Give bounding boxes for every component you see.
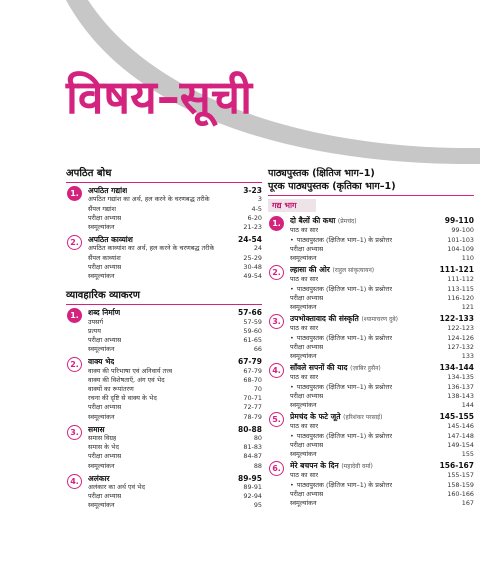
subtopic-pages: 88 <box>253 461 262 470</box>
textbook-heading: पाठ्यपुस्तक (क्षितिज भाग–1) <box>268 168 375 179</box>
subtopic: अपठित गद्यांश का अर्थ, हल करने के चरणबद्ध तरीके <box>88 195 210 204</box>
subtopic-pages: 147-148 <box>447 431 474 440</box>
subtopic-pages: 124-126 <box>447 333 474 342</box>
subtopic-pages: 84-87 <box>243 452 262 461</box>
subtopic: स्वमूल्यांकन <box>290 254 317 262</box>
subtopic-pages: 127-132 <box>447 342 474 351</box>
subtopic-pages: 167 <box>461 499 474 508</box>
subtopic: पाठ का सार <box>290 226 319 235</box>
subtopic: स्वमूल्यांकन <box>290 303 317 312</box>
subtopic: परीक्षा अभ्यास <box>290 342 324 351</box>
subtopic: • पाठ्यपुस्तक (क्षितिज भाग–1) के प्रश्नोत्तर <box>290 481 392 490</box>
chapter-number: 4. <box>269 363 284 378</box>
subtopic: वाक्य की विशेषताएँ, अंग एवं भेद <box>88 375 165 384</box>
chapter-pages: 89-95 <box>238 473 262 483</box>
chapter-pages: 3-23 <box>243 186 262 196</box>
chapter-title: अपठित काव्यांश <box>88 235 133 245</box>
subtopic: स्वमूल्यांकन <box>88 272 115 281</box>
chapter-number: 1. <box>269 216 284 231</box>
chapter-pages: 57-66 <box>238 308 262 318</box>
subtopic-pages: 24 <box>253 244 262 253</box>
subtopic: स्वमूल्यांकन <box>290 401 317 410</box>
subtopic: परीक्षा अभ्यास <box>88 336 122 345</box>
subtopic-pages: 57-59 <box>243 317 262 326</box>
chapter-author: (श्यामाचरण दुबे) <box>361 316 398 324</box>
subtopic-pages: 67-79 <box>243 366 262 375</box>
chapter-author: (प्रेमचंद) <box>337 218 357 226</box>
chapter-pages: 99-110 <box>444 216 474 226</box>
subtopic-pages: 110 <box>461 254 474 262</box>
section-rule <box>268 195 474 196</box>
chapter-entry[interactable] <box>268 363 474 410</box>
chapter-author: (महादेवी वर्मा) <box>341 463 373 471</box>
subtopic: • पाठ्यपुस्तक (क्षितिज भाग–1) के प्रश्नोत्तर <box>290 236 392 245</box>
chapter-number: 2. <box>269 265 284 280</box>
chapter-entry[interactable] <box>268 461 474 508</box>
chapter-title: ल्हासा की ओर <box>290 265 330 275</box>
subtopic-pages: 92-94 <box>243 492 262 501</box>
chapter-pages: 134-144 <box>439 363 474 373</box>
chapter-pages: 80-88 <box>238 424 262 434</box>
subtopic-pages: 111-112 <box>447 275 474 284</box>
chapter-number: 4. <box>67 474 82 489</box>
chapter-pages: 24-54 <box>238 235 262 245</box>
chapter-entry[interactable] <box>268 265 474 312</box>
chapter-title: उपभोक्तावाद की संस्कृति <box>290 314 359 324</box>
chapter-title: अलंकार <box>88 473 110 483</box>
subtopic-pages: 72-77 <box>243 403 262 412</box>
subtopic: वाक्य की परिभाषा एवं अनिवार्य तत्त्व <box>88 366 173 375</box>
chapter-entry[interactable] <box>66 474 262 511</box>
subtopic-pages: 144 <box>461 401 474 410</box>
subtopic-pages: 133 <box>461 352 474 361</box>
chapter-title: समास <box>88 424 105 434</box>
subtopic-pages: 134-135 <box>447 373 474 382</box>
subtopic: उपसर्ग <box>88 317 104 326</box>
subtopic-pages: 138-143 <box>447 391 474 400</box>
subtopic: पाठ का सार <box>290 471 319 480</box>
subtopic: परीक्षा अभ्यास <box>88 452 122 461</box>
subtopic-pages: 70-71 <box>243 394 262 403</box>
subtopic: स्वमूल्यांकन <box>88 461 115 470</box>
subtopic-pages: 145-146 <box>447 422 474 431</box>
subtopic-pages: 101-103 <box>447 235 474 244</box>
subtopic: परीक्षा अभ्यास <box>88 492 122 501</box>
chapter-title: मेरे बचपन के दिन <box>290 461 339 471</box>
chapter-entry[interactable] <box>268 412 474 459</box>
subtopic-pages: 149-154 <box>447 440 474 449</box>
subtopic-pages: 89-91 <box>243 483 262 492</box>
subtopic: पाठ का सार <box>290 422 319 431</box>
subtopic: • पाठ्यपुस्तक (क्षितिज भाग–1) के प्रश्नोत्तर <box>290 383 392 392</box>
chapter-entry[interactable] <box>268 314 474 361</box>
chapter-entry[interactable] <box>66 425 262 471</box>
subtopic: स्वमूल्यांकन <box>88 501 115 510</box>
subtopic: अलंकार का अर्थ एवं भेद <box>88 483 146 492</box>
chapter-title: वाक्य भेद <box>88 357 115 367</box>
subtopic-pages: 121 <box>461 303 474 312</box>
subtopic-pages: 104-109 <box>447 244 474 253</box>
subtopic: • पाठ्यपुस्तक (क्षितिज भाग–1) के प्रश्नोत्तर <box>290 285 392 294</box>
subtopic-pages: 160-166 <box>447 489 474 498</box>
subtopic-pages: 59-60 <box>243 326 262 335</box>
subtopic-pages: 136-137 <box>447 382 474 391</box>
subtopic: वाक्यों का रूपांतरण <box>88 385 134 394</box>
subtopic-pages: 68-70 <box>243 375 262 384</box>
chapter-number: 5. <box>269 412 284 427</box>
subtopic: • पाठ्यपुस्तक (क्षितिज भाग–1) के प्रश्नोत्तर <box>290 432 392 441</box>
subtopic-pages: 70 <box>253 385 262 394</box>
subtopic-pages: 78-79 <box>243 412 262 421</box>
subtopic: स्वमूल्यांकन <box>290 450 317 459</box>
subtopic-pages: 3 <box>257 195 262 204</box>
chapter-title: प्रेमचंद के फटे जूते <box>290 412 341 422</box>
section-label: गद्य भाग <box>268 199 316 212</box>
subtopic-pages: 158-159 <box>447 480 474 489</box>
subtopic-pages: 61-65 <box>243 336 262 345</box>
chapter-number: 3. <box>269 314 284 329</box>
chapter-pages: 111-121 <box>439 265 474 275</box>
left-column <box>66 168 262 514</box>
chapter-pages: 122-133 <box>439 314 474 324</box>
subtopic: स्वमूल्यांकन <box>290 499 317 508</box>
subtopic: परीक्षा अभ्यास <box>88 262 122 271</box>
chapter-number: 2. <box>67 235 82 250</box>
subtopic: स्वमूल्यांकन <box>88 223 115 231</box>
section-rule <box>66 304 262 305</box>
subtopic: परीक्षा अभ्यास <box>290 244 324 253</box>
subtopic-pages: 95 <box>253 501 262 510</box>
subtopic-pages: 21-23 <box>243 223 262 231</box>
chapter-entry[interactable] <box>66 235 262 281</box>
subtopic-pages: 116-120 <box>447 293 474 302</box>
subtopic: समास के भेद <box>88 443 119 452</box>
subtopic: स्वमूल्यांकन <box>290 352 317 361</box>
subtopic: अपठित काव्यांश का अर्थ, हल करने के चरणबद्ध तरीके <box>88 244 215 253</box>
subtopic: सैंपल गद्यांश <box>88 204 116 213</box>
chapter-author: (राहुल सांकृत्यायन) <box>332 267 375 275</box>
chapter-number: 6. <box>269 461 284 476</box>
subtopic: पाठ का सार <box>290 373 319 382</box>
subtopic-pages: 155 <box>461 450 474 459</box>
subtopic: परीक्षा अभ्यास <box>290 391 324 400</box>
subtopic-pages: 4-5 <box>251 204 262 213</box>
chapter-pages: 156-167 <box>439 461 474 471</box>
subtopic: पाठ का सार <box>290 275 319 284</box>
subtopic: परीक्षा अभ्यास <box>290 293 324 302</box>
subtopic-pages: 99-100 <box>451 226 474 235</box>
subtopic-pages: 81-83 <box>243 443 262 452</box>
subtopic: सैंपल काव्यांश <box>88 253 121 262</box>
chapter-pages: 67-79 <box>238 357 262 367</box>
subtopic: परीक्षा अभ्यास <box>290 440 324 449</box>
chapter-title: अपठित गद्यांश <box>88 186 128 196</box>
chapter-number: 3. <box>67 425 82 440</box>
chapter-title: दो बैलों की कथा <box>290 216 336 226</box>
chapter-entry[interactable] <box>66 357 262 421</box>
subtopic: परीक्षा अभ्यास <box>290 489 324 498</box>
section-heading: व्यावहारिक व्याकरण <box>66 290 140 302</box>
subtopic-pages: 49-54 <box>243 272 262 281</box>
chapter-entry[interactable] <box>66 186 262 232</box>
subtopic-pages: 80 <box>253 434 262 443</box>
subtopic: रचना की दृष्टि से वाक्य के भेद <box>88 394 157 403</box>
subtopic: परीक्षा अभ्यास <box>88 403 122 412</box>
section-heading: अपठित बोध <box>66 168 112 179</box>
subtopic: पाठ का सार <box>290 324 319 333</box>
chapter-entry[interactable] <box>268 216 474 263</box>
right-column <box>268 168 474 510</box>
subtopic: • पाठ्यपुस्तक (क्षितिज भाग–1) के प्रश्नोत्तर <box>290 334 392 343</box>
subtopic-pages: 6-20 <box>247 213 262 222</box>
subtopic-pages: 122-123 <box>447 324 474 333</box>
subtopic: स्वमूल्यांकन <box>88 412 115 421</box>
subtopic: परीक्षा अभ्यास <box>88 213 122 222</box>
chapter-pages: 145-155 <box>439 412 474 422</box>
subtopic: स्वमूल्यांकन <box>88 345 115 354</box>
section-rule <box>66 182 262 183</box>
subtopic: प्रत्यय <box>88 326 101 335</box>
subtopic-pages: 25-29 <box>243 253 262 262</box>
chapter-author: (ज़ाबिर हुसैन) <box>350 365 381 373</box>
chapter-title: साँवले सपनों की याद <box>290 363 348 373</box>
subtopic-pages: 155-157 <box>447 471 474 480</box>
supplementary-heading: पूरक पाठ्यपुस्तक (कृतिका भाग–1) <box>268 181 396 192</box>
chapter-title: शब्द निर्माण <box>88 308 121 318</box>
page-title: विषय–सूची <box>66 70 252 124</box>
chapter-number: 2. <box>67 357 82 372</box>
chapter-number: 1. <box>67 308 82 323</box>
chapter-entry[interactable] <box>66 308 262 354</box>
subtopic-pages: 30-48 <box>243 262 262 271</box>
chapter-number: 1. <box>67 186 82 201</box>
subtopic-pages: 113-115 <box>447 284 474 293</box>
subtopic: समास विग्रह <box>88 434 117 443</box>
chapter-author: (हरिशंकर परसाई) <box>343 414 383 422</box>
subtopic-pages: 66 <box>253 345 262 354</box>
